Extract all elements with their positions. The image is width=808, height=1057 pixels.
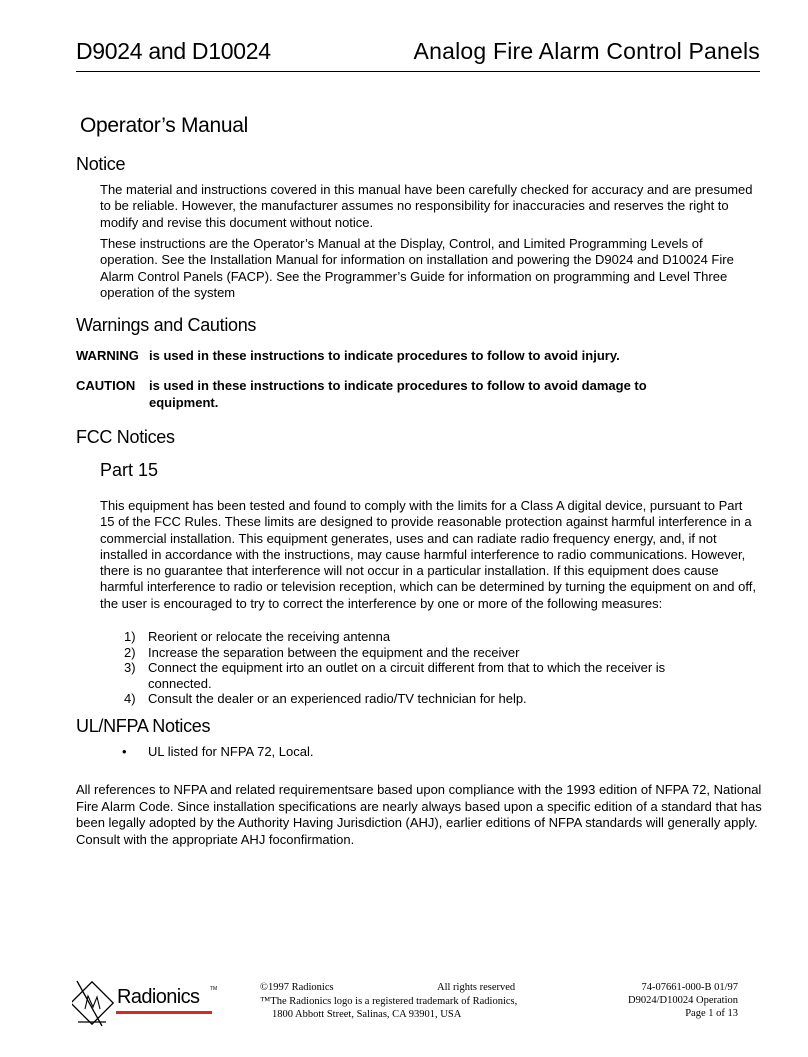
list-number: 1)	[124, 629, 136, 644]
footer-rights: All rights reserved	[437, 982, 516, 993]
footer-doc-title: D9024/D10024 Operation	[628, 995, 738, 1006]
list-item	[124, 691, 728, 707]
footer-copyright: ©1997 Radionics	[260, 982, 334, 993]
page-title: Operator’s Manual	[80, 114, 249, 137]
header-model: D9024 and D10024	[76, 38, 271, 64]
list-number: 3)	[124, 660, 136, 675]
bullet-icon: •	[122, 744, 127, 759]
fcc-heading: FCC Notices	[76, 427, 175, 447]
fcc-paragraph: This equipment has been tested and found to comply with the limits for a Class A digital device, pursuant to Part 15 of the FCC Rules. These limits are designed to provide reasonable protection against harmful interference in a commercial installation. This equipment generates, uses and can radiate radio frequency energy, and, if not installed in accordance with the instructions, may cause harmful interference to radio communications. However, there is no guarantee that interference will not occur in a particular installation. If this equipment does cause harmful interference to radio or television reception, which can be determined by turning the equipment on and off, the user is encouraged to try to correct the interference by one or more of the following measures:	[100, 498, 756, 611]
logo-trademark: TM	[210, 986, 218, 992]
header-product: Analog Fire Alarm Control Panels	[413, 38, 760, 64]
caution-term: CAUTION	[76, 378, 136, 393]
warnings-heading: Warnings and Cautions	[76, 315, 257, 335]
footer-page-number: Page 1 of 13	[685, 1008, 738, 1019]
ul-bullet-text: UL listed for NFPA 72, Local.	[148, 744, 314, 759]
list-item	[124, 645, 728, 661]
caution-text: is used in these instructions to indicate procedures to follow to avoid damage to equipment.	[149, 378, 647, 410]
notice-paragraph-2: These instructions are the Operator’s Manual at the Display, Control, and Limited Programming Levels of operation. See the Installation Manual for information on installation and powering the D9024 and D10024 Fire Alarm Control Panels (FACP). See the Programmer’s Guide for information on programming and Level Three operation of the system	[100, 236, 734, 300]
nfpa-references-paragraph: All references to NFPA and related requirementsare based upon compliance with the 1993 edition of NFPA 72, National Fire Alarm Code. Since installation specifications are nearly always based upon a specific edition of a standard that has been legally adopted by the Authority Having Jurisdiction (AHJ), earlier editions of NFPA standards will generally apply. Consult with the appropriate AHJ foconfirmation.	[76, 782, 762, 847]
logo-underline	[116, 1011, 212, 1014]
fcc-measures-list	[124, 629, 728, 707]
list-number: 2)	[124, 644, 136, 660]
header-rule	[76, 71, 760, 72]
list-text: Reorient or relocate the receiving antenna	[148, 629, 391, 644]
radionics-logo-icon	[72, 978, 222, 1028]
list-number: 4)	[124, 691, 136, 706]
list-item	[124, 660, 728, 691]
fcc-part-heading: Part 15	[100, 460, 159, 480]
footer-trademark: ™The Radionics logo is a registered trademark of Radionics,	[260, 996, 518, 1007]
ul-heading: UL/NFPA Notices	[76, 716, 211, 736]
logo-mark-icon	[72, 978, 114, 1028]
list-text: Connect the equipment irto an outlet on a circuit different from that to which the receiver is connected.	[148, 660, 666, 691]
footer-doc-number: 74-07661-000-B 01/97	[641, 982, 738, 993]
notice-paragraph-1: The material and instructions covered in this manual have been carefully checked for accuracy and are presumed to be reliable. However, the manufacturer assumes no responsibility for inaccuracies and reserves the right to modify and revise this document without notice.	[100, 182, 753, 230]
logo-wordmark: Radionics	[117, 986, 200, 1008]
notice-heading: Notice	[76, 154, 126, 174]
footer-address: 1800 Abbott Street, Salinas, CA 93901, USA	[272, 1009, 462, 1020]
warning-text: is used in these instructions to indicate procedures to follow to avoid injury.	[149, 348, 620, 363]
footer-doc-info	[628, 981, 738, 1020]
list-item	[124, 629, 728, 645]
list-text: Increase the separation between the equipment and the receiver	[148, 644, 520, 660]
list-text: Consult the dealer or an experienced radio/TV technician for help.	[148, 691, 527, 706]
warning-term: WARNING	[76, 348, 139, 363]
